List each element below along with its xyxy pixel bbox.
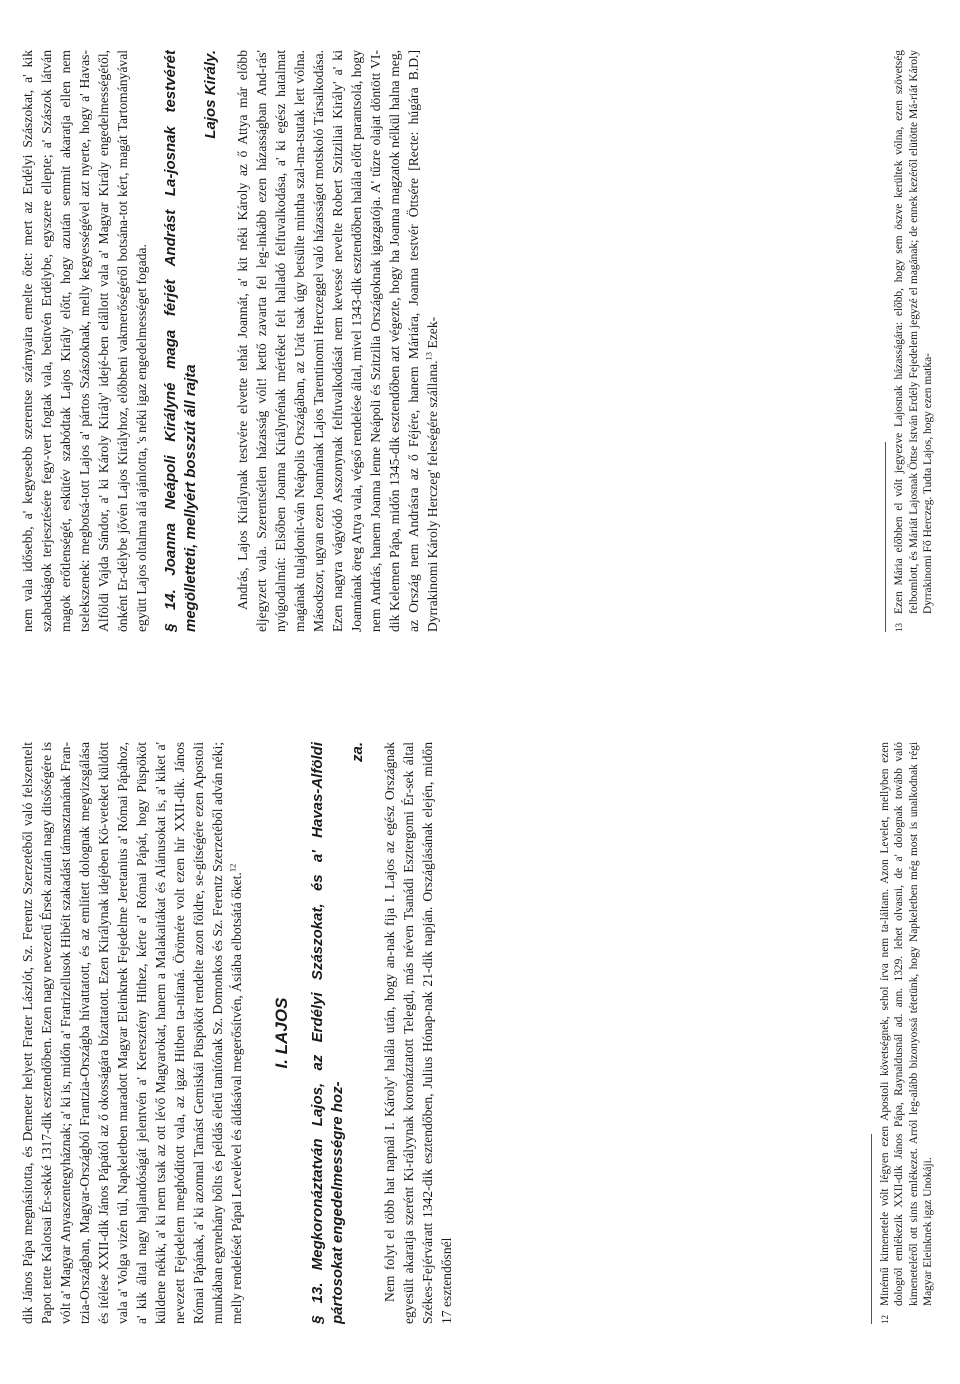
left-page <box>0 692 960 1384</box>
section-heading-13 <box>308 742 368 1324</box>
footnote-ref[interactable]: 12 <box>227 863 238 873</box>
paragraph-text: András, Lajos Királynak testvére elvette tehát Joannát, a' kit néki Károly az ő Attya már előbb eljegyzett vala. Szerentsétlen házasság vólt! kettő zavarta fel leg-inkább ezen házasságban And-rás' nyúgodalmát: Elsőben Joanna Királynénak mértéket felt halladó felfuvalkodása, a' ki egész hatalmat magának tulajdonít-ván Neápolis Országában, az Urát tsak úgy betsülte mintha szal-ma-tsutak lett vólna. Másodszor, ugyan ezen Joannának Lajos Tarentinomi Herczeggel való házasságot motskoló Társalkodása. Ezen nagyra vágyódó Asszonynak felfuvalkodását nem kevessé nevelte Robert Szitziliai Király' a' ki Joannának öreg Attya vala, végső rendelése által, mivel 1343-dik esztendőben halála előtt parantsolá, hogy nem András, hanem Joanna lenne Neápoli és Szitzilia Országoknak igazgatója. A' tűzre olajat döntött VI-dik Kelemen Pápa, midőn 1345-dik esztendőben azt végezte, hogy ha Joanna magzatok nélkül halna meg, az Ország nem Andrásra az ő Féjére, hanem Máriára, Joanna testvér Öttsére [Recte: húgára B.D.] Dyrrakinomi Károly Herczeg' feleségére szállana. <box>235 50 440 632</box>
footnote-text: Ezen Mária előbben el vólt jegyezve Lajosnak házasságára: előbb, hogy sem öszve kerültek vólna, ezen szövetség felbomlott, és Máriát Lajosnak Öttse István Erdély Fejedelem jegyzé el magának; de ennek kezéről elütötte Má-riát Károly Dyrrakinomi Fő Herczeg. Tudta Lajos, hogy ezen matka- <box>893 50 935 614</box>
footnote-ref[interactable]: 13 <box>423 351 434 361</box>
footnote-12 <box>878 742 936 1324</box>
paragraph-text: dik János Pápa megnásította, és Demeter helyett Frater Lászlót, Sz. Ferentz Szerzetéből való felszentelt Papot tette Kalotsai Ér-sekké 1317-dik esztendőben. Ezen nagy nevezetű Érsek azután nagy ditsőségére is vólt a' Magyar Anyaszentegyháznak; a' ki is, midőn a' Fratrizellusok Hibéit szakadást támasztanának Fran-tzia-Országban, Magyar-Országból Frantzia-Országba hívattatott, és az említett dolognak megvizsgálása és ítélése XXII-dik János Pápától az ő okosságára bízattatott. Ezen Királynak idejében Kö-veteket küldött vala a' Volga vizén túl, Napkeletben maradott Magyar Eleinknek Fejedelme Jeretanius a' Római Pápához, a' kik által nagy hajlandóságát jelentvén a' Keresztény Hithez, kérte a' Római Pápát, hogy Püspököt küldene nékik, a' ki nem tsak az ott lévő Magyarokat, hanem a Malakaitákat és Alánusokat is, a' kiket a' nevezett Fejedelem meghódított vala, az igaz Hitben ta-nítaná. Örömére volt ezen hír XXII-dik. János Római Pápának, a' ki azonnal Tamást Gemiskái Püspököt rendelte azon földre, se-gítségére ezen Apostoli munkában egynehány bőlts és példás életű tanítónak Sz. Domonkos és Sz. Ferentz Szerzetéből adván néki; melly rendelését Pápai Levelével és áldásával megerősítvén, Ásiába elbotsátá őket. <box>20 742 244 1324</box>
paragraph-text-end: Ezek- <box>425 316 440 349</box>
section-heading-end: za. <box>349 742 366 763</box>
footnote-number: 13 <box>894 623 905 632</box>
paragraph <box>18 742 246 1324</box>
footnote-number: 12 <box>879 1315 890 1324</box>
footnotes <box>878 742 936 1324</box>
section-heading-text: § 13. Megkoronáztatván Lajos, az Erdélyi Szászokat, és a' Havas-Alföldi pártosokat engedelmességre hoz- <box>309 742 346 1324</box>
footnote-divider <box>885 442 886 632</box>
paragraph <box>233 50 442 632</box>
footnote-text: Minémű kimenetele vólt légyen ezen Apostoli követségnek, sehol írva nem ta-láltam. Azon Levelet, mellyben ezen dologról emlékezik XXII-dik János Pápa, Raynaldusnál ad. ann. 1329. lehet olvasni, de a' dolognak tovább való kimeneteléről ott sints emlékezet. Arról leg-alább bizonyossá tétetünk, hogy Napkeletben még most is unalkodnak régi Magyar Eleinknek igaz Unokáji. <box>878 742 935 1306</box>
section-heading-14 <box>161 50 221 632</box>
chapter-heading: I. LAJOS <box>272 997 291 1069</box>
right-page-body <box>18 50 875 632</box>
footnote-divider <box>871 1134 872 1324</box>
paragraph: nem vala idősebb, a' kegyesebb szerentse szárnyaira emelte őtet: mert az Erdélyi Szászokat, a' kik szabadságok terjesztésére fegy-vert fogtak vala, beütvén Erdélybe, egyszere ellepte; a' Szászok látván magok erőtlenségét, eskütév szabódtak Lajos Király előtt, hogy azután semmit akaratja ellen nem tselekszenek: megbotsá-tott Lajos a' pártos Szászoknak, melly kegyességével azt nyerte, hogy a' Havas-Alföldi Vajda Sándor, a' ki Károly Király' idejé-ben elállott vala a' Magyar Király engedelmességétől, önként Er-délybe jővén Lajos Királyhoz, előbbeni vakmerőségéről botsána-tot kért, magát Tartományával együtt Lajos oltalma alá ajánlotta, 's néki igaz engedelmességet fogada. <box>20 50 149 632</box>
paragraph: Nem folyt el több hat napnál I. Károly' halála után, hogy an-nak fija I. Lajos az egész Országnak egyesült akaratja szerént Ki-rályynak koronáztatott Telegdi, más néven Tsanádi Esztergomi Ér-sek által Székes-Fejérváratt 1342-dik esztendőben, Julius Hónap-nak 21-dik napján. Országlásának elején, midőn 17 esztendősnél <box>382 742 454 1324</box>
footnotes <box>892 50 936 632</box>
left-page-body <box>18 742 861 1324</box>
section-heading-text: § 14. Joanna Neápoli Királyné maga férjét Andrást La-josnak testvérét megölletteti, mellyért bosszút áll rajta <box>162 50 199 632</box>
section-heading-end: Lajos Király. <box>202 50 219 139</box>
footnote-13 <box>892 50 936 632</box>
